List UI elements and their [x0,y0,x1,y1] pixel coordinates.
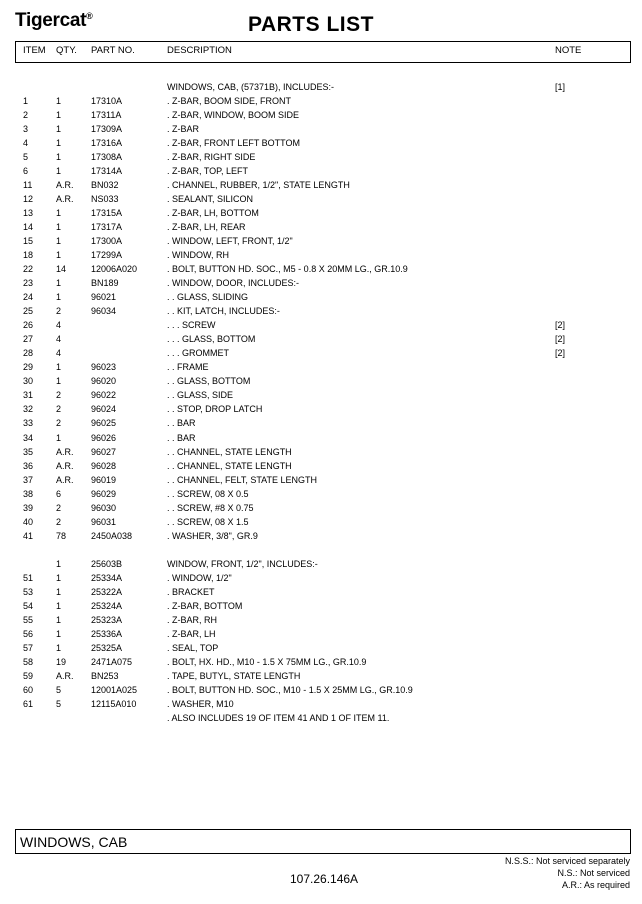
row-description: . WINDOW, RH [167,250,229,261]
row-description: . TAPE, BUTYL, STATE LENGTH [167,670,301,681]
row-description: . BOLT, HX. HD., M10 - 1.5 X 75MM LG., GR.10.9 [167,656,367,667]
row-qty: 1 [56,222,62,233]
table-row [0,488,642,502]
table-row [0,628,642,642]
row-part-no: 12115A010 [91,698,137,709]
row-item: 23 [23,278,34,289]
row-item: 34 [23,432,34,443]
table-row [0,123,642,137]
row-qty: 1 [56,292,62,303]
table-row [0,333,642,347]
row-qty: 2 [56,404,62,415]
row-part-no: 17310A [91,96,123,107]
row-description: . . SCREW, 08 X 1.5 [167,516,249,527]
row-item: 3 [23,124,29,135]
table-row [0,656,642,670]
brand-name: Tigercat [15,10,87,31]
table-row [0,642,642,656]
row-qty: 5 [56,684,62,695]
row-description: . . KIT, LATCH, INCLUDES:- [167,306,280,317]
row-part-no: 12006A020 [91,264,138,275]
row-description: . WINDOW, 1/2" [167,572,232,583]
row-description: . . CHANNEL, STATE LENGTH [167,460,292,471]
row-description: . BRACKET [167,586,215,597]
row-description: . Z-BAR, RIGHT SIDE [167,152,256,163]
row-part-no: 25323A [91,614,123,625]
row-note: [2] [555,348,566,359]
row-qty: 1 [56,166,62,177]
table-row [0,460,642,474]
table-row [0,81,642,95]
row-part-no: BN189 [91,278,119,289]
row-part-no: 96029 [91,488,117,499]
row-part-no: BN032 [91,180,119,191]
table-row [0,670,642,684]
row-item: 31 [23,390,34,401]
row-part-no: 25603B [91,558,123,569]
row-qty: 5 [56,698,62,709]
row-qty: 1 [56,110,62,121]
row-description: . . SCREW, 08 X 0.5 [167,488,249,499]
row-qty: 1 [56,208,62,219]
row-item: 12 [23,194,34,205]
row-description: . Z-BAR, LH [167,628,216,639]
row-qty: 2 [56,306,62,317]
row-item: 14 [23,222,34,233]
row-qty: 4 [56,320,62,331]
row-qty: 1 [56,250,62,261]
row-item: 35 [23,446,34,457]
row-part-no: 12001A025 [91,684,138,695]
row-description: . . FRAME [167,362,209,373]
row-description: . Z-BAR, FRONT LEFT BOTTOM [167,138,301,149]
row-item: 55 [23,614,34,625]
row-description: . . CHANNEL, STATE LENGTH [167,446,292,457]
table-row [0,446,642,460]
row-part-no: 96031 [91,516,117,527]
row-qty: 1 [56,628,62,639]
header-qty: QTY. [56,45,77,56]
row-description: . SEAL, TOP [167,642,219,653]
table-row [0,389,642,403]
row-item: 51 [23,572,34,583]
row-description: . WINDOW, LEFT, FRONT, 1/2" [167,236,293,247]
document-number: 107.26.146A [290,872,359,886]
table-row [0,179,642,193]
table-row [0,109,642,123]
row-item: 29 [23,362,34,373]
row-item: 37 [23,474,34,485]
row-item: 33 [23,418,34,429]
table-row [0,137,642,151]
row-description: . Z-BAR, TOP, LEFT [167,166,249,177]
row-item: 54 [23,600,34,611]
table-row [0,361,642,375]
row-description: . . GLASS, SLIDING [167,292,249,303]
row-qty: A.R. [56,670,74,681]
header-description: DESCRIPTION [167,45,232,56]
row-item: 27 [23,334,34,345]
row-item: 59 [23,670,34,681]
row-item: 18 [23,250,34,261]
row-description: . Z-BAR, WINDOW, BOOM SIDE [167,110,300,121]
table-row [0,614,642,628]
row-item: 38 [23,488,34,499]
row-description: . Z-BAR [167,124,200,135]
row-description: . . GLASS, BOTTOM [167,376,251,387]
row-description: . Z-BAR, LH, REAR [167,222,246,233]
table-row [0,277,642,291]
row-part-no: 17317A [91,222,123,233]
row-part-no: 96030 [91,502,117,513]
table-row [0,165,642,179]
row-item: 24 [23,292,34,303]
row-qty: A.R. [56,446,74,457]
table-row [0,95,642,109]
row-qty: 2 [56,418,62,429]
table-row [0,698,642,712]
row-part-no: 96022 [91,390,117,401]
row-description: . BOLT, BUTTON HD. SOC., M5 - 0.8 X 20MM LG., GR.10.9 [167,264,408,275]
footer-left-border [15,829,16,853]
row-part-no: 25336A [91,628,123,639]
legend-line: N.S.: Not serviced [557,868,630,878]
registered-mark: ® [86,11,93,21]
row-qty: 4 [56,348,62,359]
row-description: . ALSO INCLUDES 19 OF ITEM 41 AND 1 OF ITEM 11. [167,712,390,723]
row-item: 2 [23,110,29,121]
row-qty: 1 [56,572,62,583]
row-part-no: BN253 [91,670,119,681]
row-part-no: 96028 [91,460,117,471]
table-row [0,544,642,558]
row-part-no: 17309A [91,124,123,135]
abbreviation-legend [505,855,630,891]
row-description: . SEALANT, SILICON [167,194,254,205]
row-qty: 2 [56,516,62,527]
table-row [0,558,642,572]
row-description: . WASHER, M10 [167,698,234,709]
row-qty: A.R. [56,194,74,205]
row-description: WINDOWS, CAB, (57371B), INCLUDES:- [167,82,335,92]
row-qty: 2 [56,390,62,401]
row-part-no: 96020 [91,376,117,387]
table-row [0,193,642,207]
row-description: . . CHANNEL, FELT, STATE LENGTH [167,474,318,485]
row-qty: 1 [56,278,62,289]
row-item: 11 [23,180,33,191]
row-qty: A.R. [56,474,74,485]
header-part-no: PART NO. [91,45,135,56]
row-item: 40 [23,516,34,527]
row-item: 28 [23,348,34,359]
row-part-no: 17316A [91,138,123,149]
row-part-no: 96019 [91,474,117,485]
row-description: . . BAR [167,432,196,443]
row-description: . . . GLASS, BOTTOM [167,334,256,345]
row-qty: 78 [56,530,67,541]
row-item: 15 [23,236,34,247]
row-qty: 1 [56,586,62,597]
row-item: 41 [23,530,34,541]
row-qty: 1 [56,236,62,247]
table-row [0,502,642,516]
row-description: . Z-BAR, BOOM SIDE, FRONT [167,96,292,107]
row-part-no: 96021 [91,292,117,303]
footer-right-border [630,829,631,853]
row-description: . . SCREW, #8 X 0.75 [167,502,254,513]
table-row [0,305,642,319]
row-description: . WASHER, 3/8", GR.9 [167,530,258,541]
table-row [0,530,642,544]
row-qty: 6 [56,488,62,499]
row-item: 32 [23,404,34,415]
table-row [0,586,642,600]
row-description: . . BAR [167,418,196,429]
row-qty: 1 [56,138,62,149]
table-row [0,516,642,530]
row-description: . . GLASS, SIDE [167,390,234,401]
row-description: . . . SCREW [167,320,216,331]
row-qty: 2 [56,502,62,513]
row-qty: 1 [56,362,62,373]
row-qty: 19 [56,656,67,667]
table-row [0,291,642,305]
row-item: 5 [23,152,29,163]
row-description: . Z-BAR, RH [167,614,218,625]
table-row [0,712,642,726]
row-qty: 1 [56,124,62,135]
row-item: 56 [23,628,34,639]
row-description: . Z-BAR, LH, BOTTOM [167,208,259,219]
table-row [0,375,642,389]
row-part-no: 25322A [91,586,123,597]
row-item: 1 [23,96,29,107]
row-part-no: 17314A [91,166,123,177]
table-row [0,417,642,431]
row-item: 22 [23,264,34,275]
table-row [0,684,642,698]
row-part-no: 96023 [91,362,117,373]
table-row [0,207,642,221]
row-part-no: 25324A [91,600,123,611]
row-note: [1] [555,82,566,92]
row-note: [2] [555,320,566,331]
header-item: ITEM [23,45,46,56]
row-qty: 4 [56,334,62,345]
row-qty: 1 [56,614,62,625]
row-item: 26 [23,320,34,331]
row-item: 4 [23,138,29,149]
row-description: . . STOP, DROP LATCH [167,404,263,415]
table-row [0,347,642,361]
row-part-no: 17300A [91,236,123,247]
row-part-no: 96034 [91,306,117,317]
row-item: 39 [23,502,34,513]
row-description: . CHANNEL, RUBBER, 1/2", STATE LENGTH [167,180,350,191]
row-part-no: 96025 [91,418,117,429]
row-qty: 1 [56,376,62,387]
row-item: 53 [23,586,34,597]
row-item: 58 [23,656,34,667]
row-item: 25 [23,306,34,317]
row-part-no: 17308A [91,152,123,163]
row-part-no: 25325A [91,642,123,653]
legend-line: N.S.S.: Not serviced separately [504,856,630,866]
table-row [0,432,642,446]
section-title: WINDOWS, CAB [20,834,128,850]
row-part-no: 2471A075 [91,656,133,667]
legend-line: A.R.: As required [561,880,630,890]
row-qty: 1 [56,600,62,611]
row-part-no: 96024 [91,404,117,415]
row-description: . BOLT, BUTTON HD. SOC., M10 - 1.5 X 25MM LG., GR.10.9 [167,684,413,695]
row-qty: 1 [56,558,62,569]
row-qty: 1 [56,432,62,443]
row-qty: A.R. [56,180,74,191]
row-part-no: NS033 [91,194,119,205]
table-row [0,319,642,333]
table-row [0,600,642,614]
row-description: WINDOW, FRONT, 1/2", INCLUDES:- [167,558,318,569]
row-description: . Z-BAR, BOTTOM [167,600,243,611]
row-part-no: 25334A [91,572,123,583]
header-note: NOTE [555,45,582,56]
page-title: PARTS LIST [248,13,374,36]
row-item: 60 [23,684,34,695]
row-qty: A.R. [56,460,74,471]
row-item: 36 [23,460,34,471]
row-part-no: 96027 [91,446,117,457]
table-row [0,263,642,277]
row-item: 6 [23,166,29,177]
table-row [0,221,642,235]
row-part-no: 17311A [91,110,122,121]
table-row [0,151,642,165]
row-note: [2] [555,334,566,345]
row-qty: 1 [56,642,62,653]
table-row [0,249,642,263]
row-part-no: 2450A038 [91,530,133,541]
row-item: 61 [23,698,34,709]
row-qty: 14 [56,264,67,275]
row-qty: 1 [56,96,62,107]
row-item: 13 [23,208,34,219]
row-part-no: 17315A [91,208,123,219]
row-qty: 1 [56,152,62,163]
table-row [0,572,642,586]
row-part-no: 96026 [91,432,117,443]
row-part-no: 17299A [91,250,123,261]
row-description: . . . GROMMET [167,348,229,359]
row-description: . WINDOW, DOOR, INCLUDES:- [167,278,300,289]
row-item: 57 [23,642,34,653]
table-row [0,474,642,488]
row-item: 30 [23,376,34,387]
table-row [0,403,642,417]
table-row [0,235,642,249]
